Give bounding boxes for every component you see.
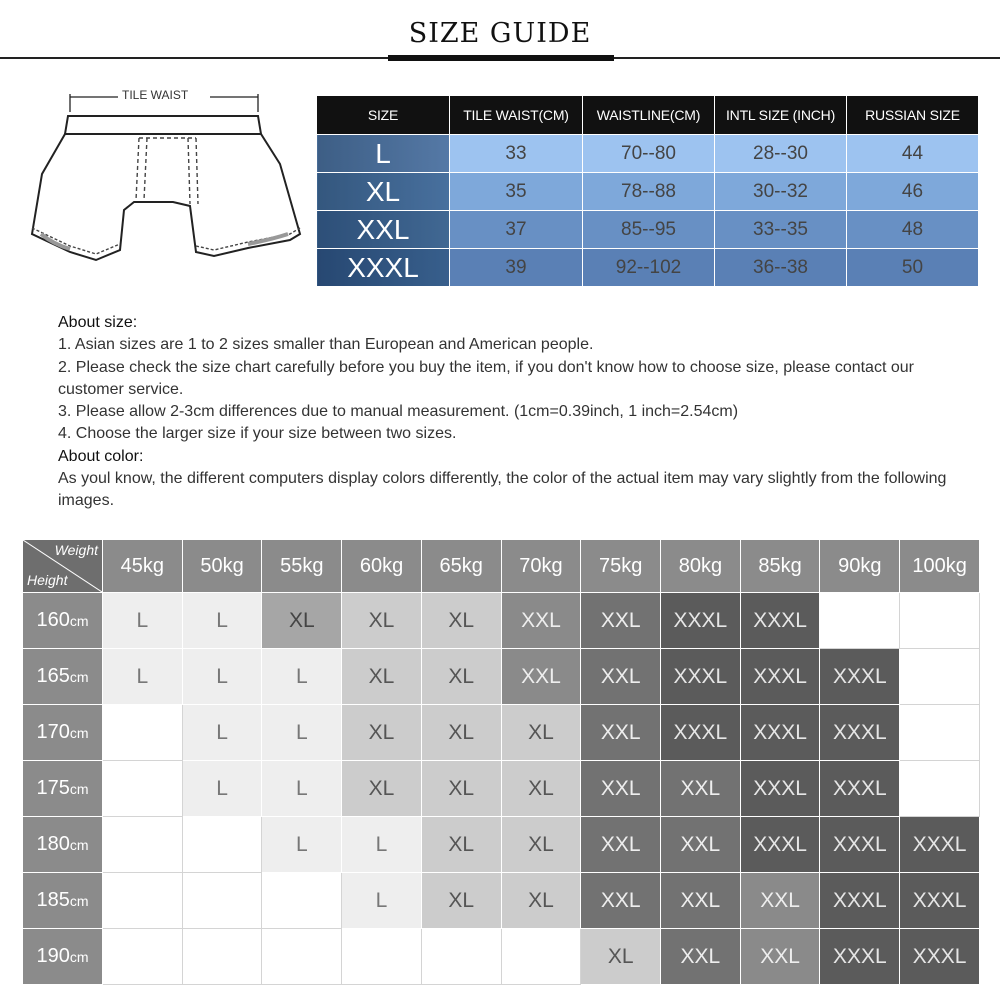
header-russian-size: RUSSIAN SIZE xyxy=(847,96,979,135)
size-recommendation-cell xyxy=(820,593,900,649)
size-recommendation-cell xyxy=(103,817,183,873)
size-table xyxy=(316,95,979,287)
size-recommendation-cell: XXXL xyxy=(820,817,900,873)
size-recommendation-cell xyxy=(900,705,980,761)
size-recommendation-cell: XL xyxy=(501,873,581,929)
size-recommendation-cell xyxy=(182,817,262,873)
size-recommendation-cell xyxy=(262,873,342,929)
russian-size-cell: 50 xyxy=(847,249,979,287)
weight-header-cell: 45kg xyxy=(103,540,183,593)
height-value: 185 xyxy=(36,889,70,911)
weight-header-row xyxy=(23,540,980,593)
about-size-item: 1. Asian sizes are 1 to 2 sizes smaller than European and American people. xyxy=(58,336,594,354)
russian-size-cell: 48 xyxy=(847,211,979,249)
size-recommendation-cell: XL xyxy=(421,873,501,929)
size-recommendation-cell: L xyxy=(342,817,422,873)
size-recommendation-cell xyxy=(900,593,980,649)
size-cell: XXL xyxy=(317,211,450,249)
size-recommendation-cell: XXXL xyxy=(661,593,741,649)
table-row xyxy=(317,135,979,173)
about-size-item: 2. Please check the size chart carefully before you buy the item, if you don't know how to choose size, please contact our customer service. xyxy=(58,358,914,398)
table-row xyxy=(23,929,980,985)
size-recommendation-cell: XL xyxy=(501,705,581,761)
size-recommendation-cell: XXXL xyxy=(740,817,820,873)
height-unit: cm xyxy=(69,837,89,853)
size-recommendation-cell: XL xyxy=(342,761,422,817)
size-recommendation-cell xyxy=(421,929,501,985)
weight-header-cell: 55kg xyxy=(262,540,342,593)
size-recommendation-cell: XXL xyxy=(661,817,741,873)
boxer-shorts-diagram xyxy=(18,84,308,284)
header-tile-waist: TILE WAIST(CM) xyxy=(450,96,583,135)
waistline-cell: 92--102 xyxy=(583,249,715,287)
size-recommendation-cell: L xyxy=(182,705,262,761)
size-recommendation-cell: XXL xyxy=(501,593,581,649)
height-header-cell xyxy=(23,705,103,761)
size-recommendation-cell: XXL xyxy=(661,929,741,985)
table-row xyxy=(23,649,980,705)
waistline-cell: 85--95 xyxy=(583,211,715,249)
size-recommendation-cell xyxy=(182,929,262,985)
height-value: 175 xyxy=(36,777,70,799)
size-recommendation-cell xyxy=(103,761,183,817)
waistline-cell: 78--88 xyxy=(583,173,715,211)
header-waistline: WAISTLINE(CM) xyxy=(583,96,715,135)
weight-header-cell: 80kg xyxy=(661,540,741,593)
weight-height-chart xyxy=(22,539,980,985)
tile-waist-cell: 37 xyxy=(450,211,583,249)
size-recommendation-cell: XXL xyxy=(740,873,820,929)
size-recommendation-cell: XXXL xyxy=(900,817,980,873)
size-recommendation-cell xyxy=(103,873,183,929)
size-recommendation-cell: L xyxy=(182,649,262,705)
size-recommendation-cell: XXL xyxy=(661,873,741,929)
size-recommendation-cell: XL xyxy=(421,649,501,705)
table-row xyxy=(23,817,980,873)
size-recommendation-cell: XXL xyxy=(581,761,661,817)
size-recommendation-cell: XXXL xyxy=(661,649,741,705)
about-size-item: 4. Choose the larger size if your size between two sizes. xyxy=(58,425,457,443)
height-value: 165 xyxy=(36,665,70,687)
intl-size-cell: 33--35 xyxy=(715,211,847,249)
size-recommendation-cell: XL xyxy=(342,649,422,705)
height-unit: cm xyxy=(69,781,89,797)
size-recommendation-cell: XXXL xyxy=(740,761,820,817)
size-recommendation-cell xyxy=(900,761,980,817)
size-recommendation-cell xyxy=(262,929,342,985)
size-recommendation-cell xyxy=(342,929,422,985)
size-cell: XL xyxy=(317,173,450,211)
size-recommendation-cell: XXXL xyxy=(820,929,900,985)
size-recommendation-cell: XL xyxy=(342,705,422,761)
height-value: 160 xyxy=(36,609,70,631)
tile-waist-cell: 35 xyxy=(450,173,583,211)
size-recommendation-cell: L xyxy=(103,649,183,705)
size-recommendation-cell: XXXL xyxy=(740,649,820,705)
size-recommendation-cell: XXL xyxy=(501,649,581,705)
corner-cell xyxy=(23,540,103,593)
size-recommendation-cell: XXXL xyxy=(900,929,980,985)
size-recommendation-cell: XXXL xyxy=(661,705,741,761)
size-recommendation-cell: XL xyxy=(262,593,342,649)
size-recommendation-cell: XXL xyxy=(740,929,820,985)
size-recommendation-cell: XXL xyxy=(581,593,661,649)
size-cell: L xyxy=(317,135,450,173)
size-recommendation-cell: XL xyxy=(581,929,661,985)
height-value: 170 xyxy=(36,721,70,743)
size-recommendation-cell: L xyxy=(262,761,342,817)
about-color-heading: About color: xyxy=(58,447,144,465)
height-header-cell xyxy=(23,873,103,929)
height-header-cell xyxy=(23,761,103,817)
title-underline-bar xyxy=(388,55,614,61)
weight-header-cell: 75kg xyxy=(581,540,661,593)
weight-header-cell: 100kg xyxy=(900,540,980,593)
height-value: 190 xyxy=(36,945,70,967)
header-size: SIZE xyxy=(317,96,450,135)
size-table-header xyxy=(317,96,979,135)
size-recommendation-cell: XXXL xyxy=(900,873,980,929)
header-intl-size: INTL SIZE (INCH) xyxy=(715,96,847,135)
size-recommendation-cell: XXXL xyxy=(820,873,900,929)
intl-size-cell: 36--38 xyxy=(715,249,847,287)
table-row xyxy=(23,873,980,929)
size-recommendation-cell: L xyxy=(262,817,342,873)
waistline-cell: 70--80 xyxy=(583,135,715,173)
height-unit: cm xyxy=(69,669,89,685)
height-header-cell xyxy=(23,817,103,873)
height-unit: cm xyxy=(69,725,89,741)
weight-header-cell: 85kg xyxy=(740,540,820,593)
height-header-cell xyxy=(23,593,103,649)
size-recommendation-cell: XXL xyxy=(661,761,741,817)
size-recommendation-cell xyxy=(182,873,262,929)
about-size-item: 3. Please allow 2-3cm differences due to manual measurement. (1cm=0.39inch, 1 inch=2.54cm) xyxy=(58,403,739,421)
table-row xyxy=(317,211,979,249)
size-recommendation-cell: XXXL xyxy=(820,705,900,761)
size-recommendation-cell xyxy=(103,705,183,761)
size-recommendation-cell: XL xyxy=(421,817,501,873)
size-recommendation-cell: L xyxy=(262,705,342,761)
russian-size-cell: 46 xyxy=(847,173,979,211)
weight-header-cell: 65kg xyxy=(421,540,501,593)
size-recommendation-cell: XXXL xyxy=(820,761,900,817)
size-recommendation-cell: L xyxy=(182,761,262,817)
tile-waist-cell: 39 xyxy=(450,249,583,287)
size-recommendation-cell: XXL xyxy=(581,649,661,705)
weight-header-cell: 60kg xyxy=(342,540,422,593)
tile-waist-label: TILE WAIST xyxy=(122,88,189,102)
size-recommendation-cell: L xyxy=(182,593,262,649)
size-recommendation-cell xyxy=(900,649,980,705)
size-recommendation-cell: XL xyxy=(501,761,581,817)
corner-weight-label: Weight xyxy=(54,542,98,558)
about-section xyxy=(58,312,978,513)
intl-size-cell: 30--32 xyxy=(715,173,847,211)
size-recommendation-cell: L xyxy=(342,873,422,929)
size-recommendation-cell: L xyxy=(262,649,342,705)
russian-size-cell: 44 xyxy=(847,135,979,173)
size-recommendation-cell: XL xyxy=(501,817,581,873)
corner-height-label: Height xyxy=(27,572,68,588)
about-size-heading: About size: xyxy=(58,314,138,331)
size-cell: XXXL xyxy=(317,249,450,287)
page-title: SIZE GUIDE xyxy=(408,18,592,49)
size-recommendation-cell: XXXL xyxy=(740,705,820,761)
height-value: 180 xyxy=(36,833,70,855)
size-recommendation-cell: XXL xyxy=(581,873,661,929)
weight-header-cell: 50kg xyxy=(182,540,262,593)
size-recommendation-cell: XXL xyxy=(581,817,661,873)
height-unit: cm xyxy=(69,613,89,629)
table-row xyxy=(317,173,979,211)
size-recommendation-cell xyxy=(501,929,581,985)
size-recommendation-cell: XL xyxy=(421,593,501,649)
size-recommendation-cell: XXL xyxy=(581,705,661,761)
size-recommendation-cell: XXXL xyxy=(740,593,820,649)
table-row xyxy=(23,705,980,761)
size-recommendation-cell xyxy=(103,929,183,985)
size-recommendation-cell: XXXL xyxy=(820,649,900,705)
size-recommendation-cell: XL xyxy=(342,593,422,649)
about-color-text: As youl know, the different computers display colors differently, the color of the actual item may vary slightly from the following images. xyxy=(58,470,947,510)
table-row xyxy=(23,593,980,649)
table-row xyxy=(23,761,980,817)
table-row xyxy=(317,249,979,287)
height-header-cell xyxy=(23,929,103,985)
height-unit: cm xyxy=(69,949,89,965)
size-recommendation-cell: XL xyxy=(421,705,501,761)
weight-header-cell: 90kg xyxy=(820,540,900,593)
weight-header-cell: 70kg xyxy=(501,540,581,593)
size-recommendation-cell: XL xyxy=(421,761,501,817)
tile-waist-cell: 33 xyxy=(450,135,583,173)
intl-size-cell: 28--30 xyxy=(715,135,847,173)
size-recommendation-cell: L xyxy=(103,593,183,649)
height-unit: cm xyxy=(69,893,89,909)
height-header-cell xyxy=(23,649,103,705)
